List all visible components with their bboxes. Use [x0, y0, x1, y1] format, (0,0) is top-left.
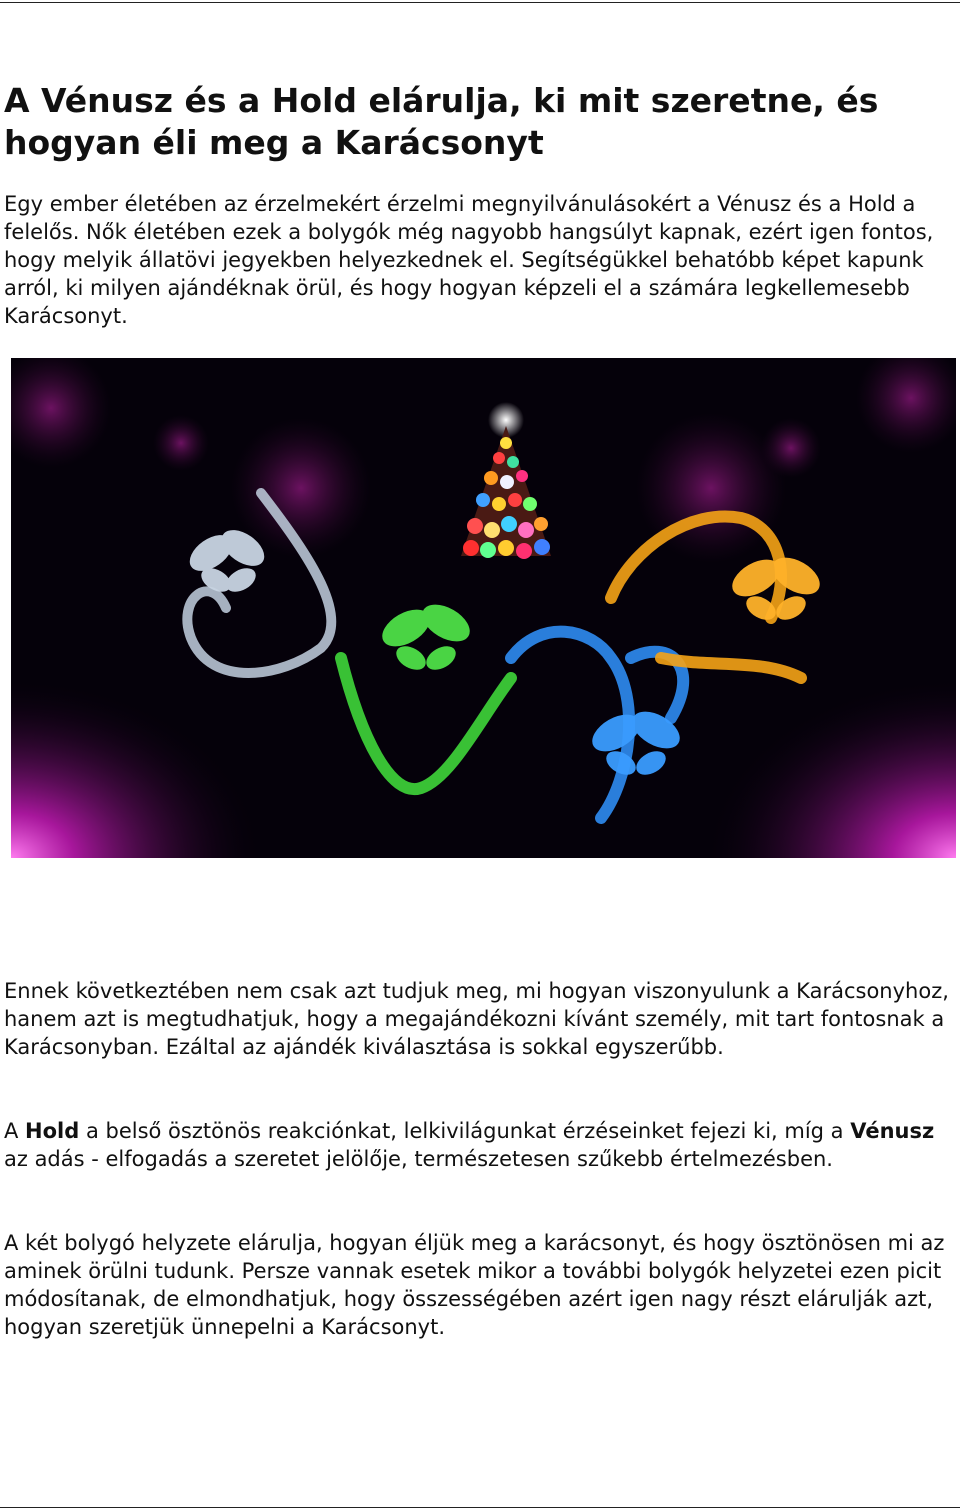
article-title: A Vénusz és a Hold elárulja, ki mit szeretne, és hogyan éli meg a Karácsonyt — [4, 81, 879, 162]
paragraph-2-part-c: az adás - elfogadás a szeretet jelölője, természetesen szűkebb értelmezésben. — [4, 1147, 833, 1171]
bold-hold: Hold — [25, 1119, 80, 1143]
paragraph-2 — [4, 1117, 952, 1173]
paragraph-3: A két bolygó helyzete elárulja, hogyan éljük meg a karácsonyt, és hogy ösztönösen mi az aminek örülni tudunk. Persze vannak esetek mikor a további bolygók helyzetei ezen picit módosítanak, de elmondhatjuk, hogy összességében azért igen nagy részt elárulják azt, hogyan szeretjük ünnepelni a Karácsonyt. — [4, 1231, 945, 1339]
hero-illustration — [11, 358, 956, 858]
hero-image-butterflies — [11, 358, 956, 858]
bottom-rule — [0, 1507, 960, 1508]
top-rule — [0, 2, 960, 3]
paragraph-2-part-b: a belső ösztönös reakciónkat, lelkivilágunkat érzéseinket fejezi ki, míg a — [79, 1119, 851, 1143]
paragraph-2-part-a: A — [4, 1119, 26, 1143]
paragraph-1: Ennek következtében nem csak azt tudjuk meg, mi hogyan viszonyulunk a Karácsonyhoz, hanem azt is megtudhatjuk, hogy a megajándékozni kívánt személy, mit tart fontosnak a Karácsonyban. Ezáltal az ajándék kiválasztása is sokkal egyszerűbb. — [4, 979, 949, 1059]
intro-paragraph: Egy ember életében az érzelmekért érzelmi megnyilvánulásokért a Vénusz és a Hold a felelős. Nők életében ezek a bolygók még nagyobb hangsúlyt kapnak, ezért igen fontos, hogy melyik állatövi jegyekben helyezkednek el. Segítségükkel behatóbb képet kapunk arról, ki milyen ajándéknak örül, és hogy hogyan képzeli el a számára legkellemesebb Karácsonyt. — [4, 192, 934, 328]
bold-venusz: Vénusz — [850, 1119, 935, 1143]
